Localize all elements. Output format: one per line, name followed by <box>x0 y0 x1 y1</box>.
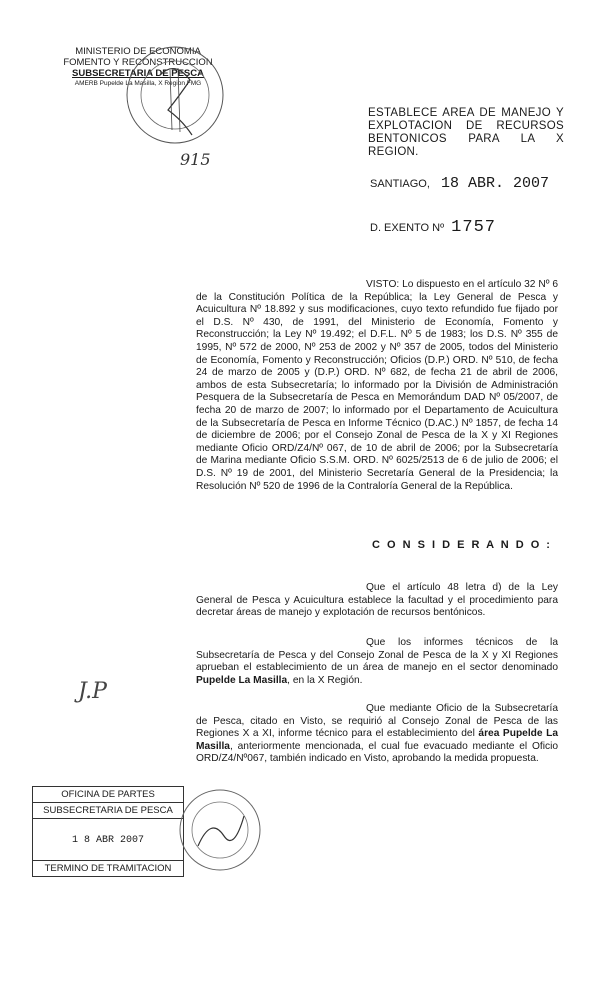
exento-label: D. EXENTO Nº <box>370 222 445 234</box>
stamp-line4: TERMINO DE TRAMITACION <box>44 863 172 874</box>
stamp-date: 1 8 ABR 2007 <box>33 819 183 861</box>
ministry-line2: FOMENTO Y RECONSTRUCCION <box>63 57 213 68</box>
considerando-paragraph-2 <box>196 637 558 687</box>
ministry-line1: MINISTERIO DE ECONOMIA <box>75 46 201 57</box>
stamp-line1: OFICINA DE PARTES <box>33 787 183 803</box>
paragraph-2-text: Que los informes técnicos de la Subsecretaría de Pesca y del Consejo Zonal de Pesca de la X y XI Regiones aprueban el establecimiento de un área de manejo en el sector denominado <box>196 637 558 674</box>
margin-initials: J.P <box>78 679 107 704</box>
ministry-line4: AMERB Pupelde La Masilla, X Region FMG <box>74 80 202 87</box>
paragraph-3-end: , anteriormente mencionada, el cual fue evacuado mediante el Oficio ORD/Z4/Nº067, también indicado en Visto, aprobando la medida propuesta. <box>196 740 558 765</box>
exento-line <box>370 218 496 237</box>
exento-number: 1757 <box>451 218 496 237</box>
ministry-line3: SUBSECRETARIA DE PESCA <box>72 68 204 79</box>
receipt-stamp <box>32 786 184 877</box>
date-label: SANTIAGO, <box>370 178 430 190</box>
paragraph-2-bold: Pupelde La Masilla <box>196 674 288 686</box>
paragraph-3-bold: área Pupelde La Masilla <box>196 728 558 752</box>
resolution-title: ESTABLECE AREA DE MANEJO Y EXPLOTACION DE RECURSOS BENTONICOS PARA LA X REGION. <box>368 107 564 158</box>
handwritten-mark: 915 <box>180 150 211 169</box>
paragraph-1-text: Que el artículo 48 letra d) de la Ley General de Pesca y Acuicultura establece la facultad y el procedimiento para decretar áreas de manejo y explotación de recursos bentónicos. <box>196 582 558 619</box>
round-seal-icon <box>176 786 264 874</box>
official-seal-icon <box>120 40 230 150</box>
paragraph-2-end: , en la X Región. <box>287 674 363 686</box>
stamp-line2: SUBSECRETARIA DE PESCA <box>33 803 183 819</box>
visto-text: VISTO: Lo dispuesto en el artículo 32 Nº 6 de la Constitución Política de la República; la Ley General de Pesca y Acuicultura Nº 18.892 y sus modificaciones, cuyo texto refundido fue fijado por el D.S. Nº 430, de 1991, del Ministerio de Economía, Fomento y Reconstrucción; la Ley Nº 19.492; el D.F.L. Nº 5 de 1983; los D.S. Nº 355 de 1995, Nº 572 de 2000, Nº 253 de 2002 y Nº 357 de 2005, todos del Ministerio de Economía, Fomento y Reconstrucción; Oficios (D.P.) ORD. Nº 510, de fecha 24 de marzo de 2005 y (D.P.) ORD. Nº 682, de fecha 21 de abril de 2006, ambos de esta Subsecretaría; lo informado por la División de Administración Pesquera de la Subsecretaría de Pesca en Memorándum DAD Nº 05/2007, de fecha 20 de marzo de 2007; lo informado por el Departamento de Acuicultura de la Subsecretaría de Pesca en Informe Técnico (D.AC.) Nº 1857, de fecha 14 de diciembre de 2006; por el Consejo Zonal de Pesca de la X y XI Regiones mediante Oficio ORD/Z4/Nº 067, de 10 de abril de 2006; por la Subsecretaría de Marina mediante Oficio S.S.M. ORD. Nº 6025/2513 de 6 de julio de 2006; el D.S. Nº 19 de 2001, del Ministerio Secretaría General de la Presidencia; la Resolución Nº 520 de 1996 de la Contraloría General de la República. <box>196 279 558 492</box>
considerando-heading: C O N S I D E R A N D O : <box>372 539 552 551</box>
paragraph-3-text: Que mediante Oficio de la Subsecretaría de Pesca, citado en Visto, se requirió al Consejo Zonal de Pesca de las Regiones X a XI, informe técnico para el establecimiento del <box>196 703 558 740</box>
date-value: 18 ABR. 2007 <box>440 175 549 192</box>
considerando-paragraph-1 <box>196 582 558 620</box>
date-line <box>370 175 549 192</box>
visto-paragraph <box>196 279 558 493</box>
considerando-paragraph-3 <box>196 703 558 766</box>
